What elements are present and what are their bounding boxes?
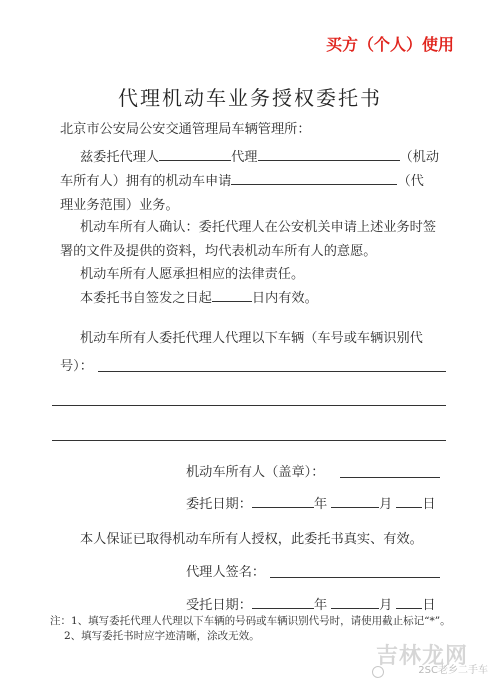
- p1-text-d: 车所有人）拥有的机动车申请: [60, 174, 232, 189]
- owner-seal-field[interactable]: [340, 477, 440, 478]
- agent-name-field[interactable]: [159, 147, 231, 161]
- p4-text-b: 日内有效。: [251, 291, 318, 306]
- site-watermark: 吉林龙网: [375, 644, 468, 669]
- accept-year-field[interactable]: [252, 595, 314, 609]
- vehicle-line-3[interactable]: [52, 440, 446, 441]
- entrust-month-text: 月: [379, 497, 393, 512]
- business-scope-field[interactable]: [231, 171, 397, 185]
- p2-line1: 机动车所有人确认：委托代理人在公安机关申请上述业务时签: [80, 220, 437, 235]
- vehicle-line-2[interactable]: [52, 405, 446, 406]
- valid-days-field[interactable]: [212, 288, 252, 302]
- p1-text-b: 代理: [231, 150, 258, 165]
- vehicle-line-1[interactable]: [98, 371, 446, 372]
- p1-line2: [60, 170, 424, 189]
- addressee: 北京市公安局公安交通管理局车辆管理所：: [60, 122, 311, 137]
- agent-signature-label: 代理人签名：: [186, 565, 266, 580]
- p4-text-a: 本委托书自签发之日起: [80, 291, 212, 306]
- document-title: 代理机动车业务授权委托书: [118, 86, 382, 110]
- p1-text-c: （机动: [399, 150, 440, 165]
- p3-liability: 机动车所有人愿承担相应的法律责任。: [80, 267, 305, 282]
- accept-day-text: 日: [422, 598, 436, 613]
- p1-line3: 理业务范围）业务。: [60, 198, 179, 213]
- accept-date-row: [186, 594, 436, 613]
- p4-validity: [80, 287, 318, 306]
- entrust-month-field[interactable]: [331, 494, 379, 508]
- entrust-day-field[interactable]: [396, 494, 422, 508]
- p2-line2: 署的文件及提供的资料，均代表机动车所有人的意愿。: [60, 244, 377, 259]
- p1-text-a: 兹委托代理人: [80, 150, 160, 165]
- accept-month-field[interactable]: [331, 595, 379, 609]
- p1-text-e: （代: [397, 174, 424, 189]
- entrust-year-text: 年: [313, 497, 328, 512]
- entrust-day-text: 日: [422, 497, 436, 512]
- accept-year-text: 年: [313, 598, 328, 613]
- entrust-date-label: 委托日期：: [186, 497, 252, 512]
- accept-day-field[interactable]: [396, 595, 422, 609]
- p1-line1: [80, 146, 439, 165]
- entrust-year-field[interactable]: [252, 494, 314, 508]
- buyer-individual-tag: 买方（个人）使用: [325, 35, 454, 54]
- owner-seal-label: 机动车所有人（盖章）：: [186, 465, 325, 480]
- accept-month-text: 月: [379, 598, 393, 613]
- p5-line2: 号）：: [60, 359, 93, 374]
- account-watermark: 2SC老乡二手车: [418, 665, 488, 676]
- p5-line1: 机动车所有人委托代理人代理以下车辆（车号或车辆识别代: [80, 331, 423, 346]
- accept-date-label: 受托日期：: [186, 598, 252, 613]
- note-1: 注：1、填写委托代理人代理以下车辆的号码或车辆识别代号时，请使用截止标记“*”。: [50, 615, 451, 627]
- entrust-date-row: [186, 493, 436, 512]
- agent-signature-field[interactable]: [270, 577, 440, 578]
- owner-name-field[interactable]: [258, 147, 400, 161]
- note-2: 2、填写委托书时应字迹清晰，涂改无效。: [64, 630, 260, 642]
- agent-guarantee: 本人保证已取得机动车所有人授权，此委托书真实、有效。: [80, 532, 423, 547]
